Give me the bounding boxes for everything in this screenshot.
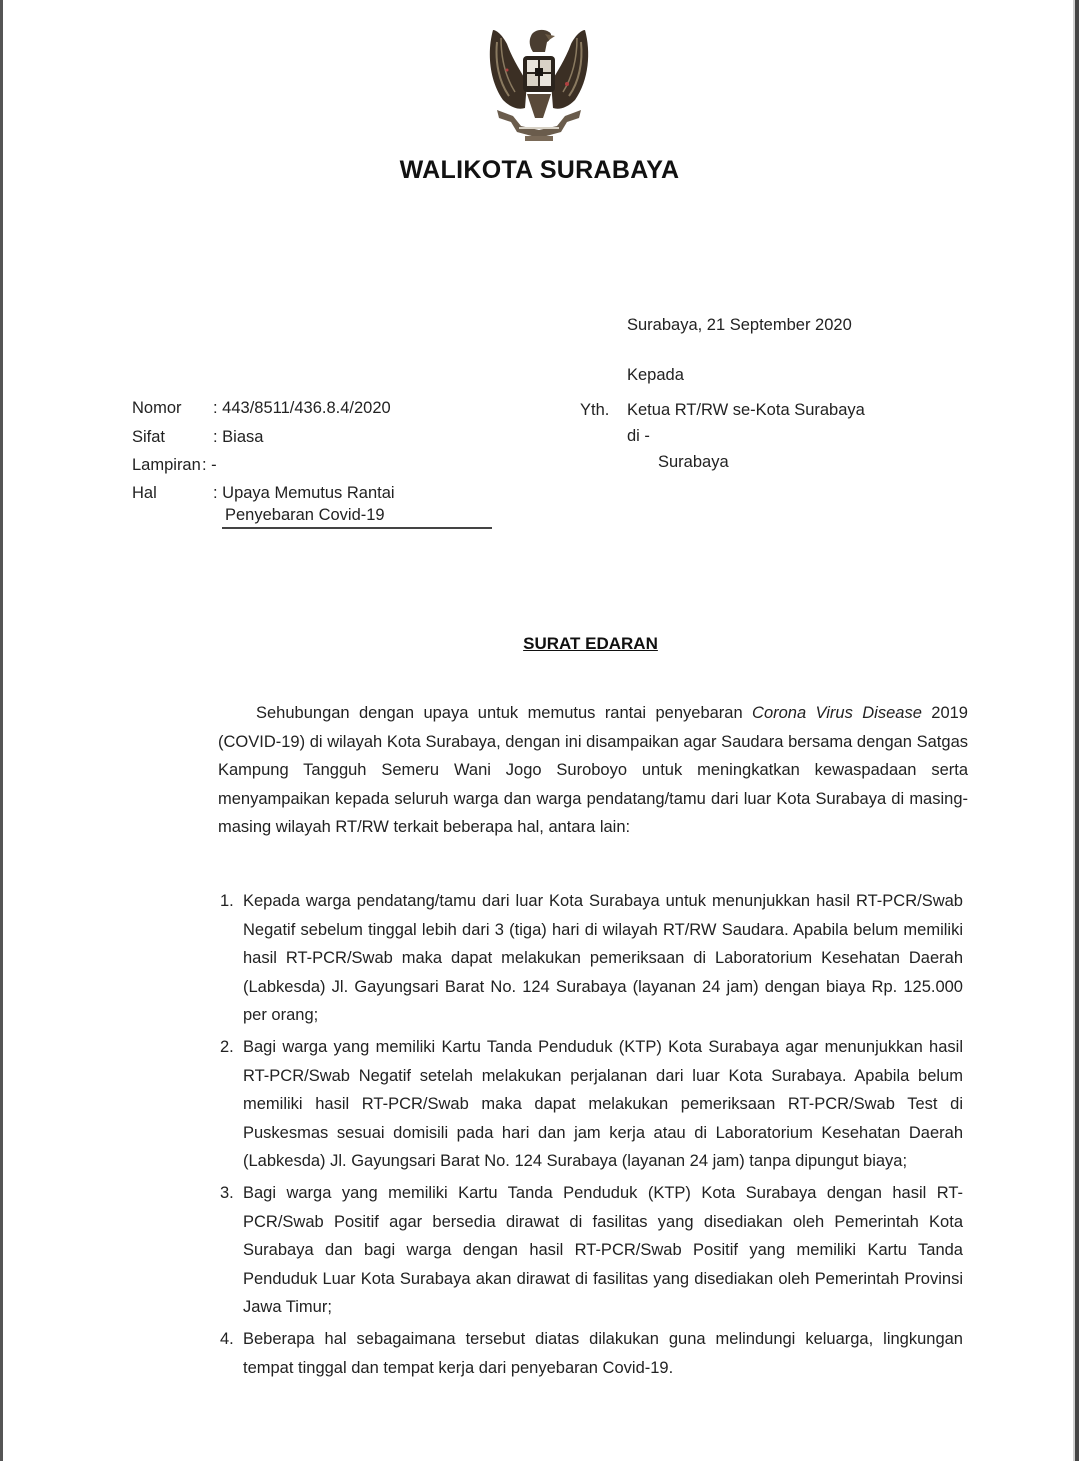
list-item-number: 3. xyxy=(220,1183,234,1202)
intro-paragraph xyxy=(218,699,968,842)
hal-underline-divider xyxy=(222,527,492,529)
meta-value-nomor: : 443/8511/436.8.4/2020 xyxy=(213,399,391,417)
list-item-text: Kepada warga pendatang/tamu dari luar Kota Surabaya untuk menunjukkan hasil RT-PCR/Swab Negatif sebelum tinggal lebih dari 3 (tiga) hari di wilayah RT/RW Saudara. Apabila belum memiliki hasil RT-PCR/Swab maka dapat melakukan pemeriksaan di Laboratorium Kesehatan Daerah (Labkesda) Jl. Gayungsari Barat No. 124 Surabaya (layanan 24 jam) dengan biaya Rp. 125.000 per orang; xyxy=(243,892,963,1025)
list-item-text: Bagi warga yang memiliki Kartu Tanda Penduduk (KTP) Kota Surabaya dengan hasil RT-PCR/Swab Positif agar bersedia dirawat di fasilitas yang disediakan oleh Pemerintah Kota Surabaya dan bagi warga dengan hasil RT-PCR/Swab Positif yang memiliki Kartu Tanda Penduduk Luar Kota Surabaya akan dirawat di fasilitas yang disediakan oleh Pemerintah Provinsi Jawa Timur; xyxy=(243,1183,963,1317)
intro-text-italic: Corona Virus Disease xyxy=(752,704,922,722)
recipient-kepada: Kepada xyxy=(627,366,684,384)
list-item xyxy=(218,887,963,1030)
list-item-text: Beberapa hal sebagaimana tersebut diatas dilakukan guna melindungi keluarga, lingkungan tempat tinggal dan tempat kerja dari penyebaran Covid-19. xyxy=(243,1329,963,1377)
meta-label-nomor: Nomor xyxy=(132,399,182,417)
list-item xyxy=(218,1325,963,1382)
meta-value-hal-line2: Penyebaran Covid-19 xyxy=(225,506,385,524)
list-item-number: 1. xyxy=(220,892,234,910)
garuda-emblem-icon xyxy=(483,22,595,144)
letterhead-title: WALIKOTA SURABAYA xyxy=(399,156,680,184)
list-item-number: 4. xyxy=(220,1329,234,1348)
list-item xyxy=(218,1179,963,1322)
list-item xyxy=(218,1033,963,1176)
recipient-di: di - xyxy=(627,427,650,445)
meta-value-sifat: : Biasa xyxy=(213,428,264,446)
meta-value-lampiran: : - xyxy=(202,456,217,474)
meta-label-sifat: Sifat xyxy=(132,428,166,446)
instruction-list xyxy=(218,887,963,1385)
intro-text-end: 2019 (COVID-19) di wilayah Kota Surabaya, dengan ini disampaikan agar Saudara bersama dengan Satgas Kampung Tangguh Semeru Wani Jogo Suroboyo untuk meningkatkan kewaspadaan serta menyampaikan kepada seluruh warga dan warga pendatang/tamu dari luar Kota Surabaya di masing-masing wilayah RT/RW terkait beberapa hal, antara lain: xyxy=(218,704,968,837)
page-frame-right xyxy=(1075,0,1079,1461)
meta-label-lampiran: Lampiran xyxy=(132,456,201,474)
meta-label-hal: Hal xyxy=(132,484,157,502)
recipient-yth: Yth. xyxy=(580,401,610,419)
intro-text-start: Sehubungan dengan upaya untuk memutus rantai penyebaran xyxy=(256,704,753,722)
document-title: SURAT EDARAN xyxy=(523,634,658,653)
place-date: Surabaya, 21 September 2020 xyxy=(627,316,852,334)
list-item-text: Bagi warga yang memiliki Kartu Tanda Penduduk (KTP) Kota Surabaya agar menunjukkan hasil RT-PCR/Swab Negatif setelah melakukan perjalanan dari luar Kota Surabaya. Apabila belum memiliki hasil RT-PCR/Swab maka dapat melakukan pemeriksaan RT-PCR/Swab Test di Puskesmas sesuai domisili pada hari dan jam kerja atau di Laboratorium Kesehatan Daerah (Labkesda) Jl. Gayungsari Barat No. 124 Surabaya (layanan 24 jam) tanpa dipungut biaya; xyxy=(243,1037,963,1171)
recipient-city: Surabaya xyxy=(658,453,729,471)
meta-value-hal: : Upaya Memutus Rantai xyxy=(213,484,395,502)
list-item-number: 2. xyxy=(220,1037,234,1056)
recipient-name: Ketua RT/RW se-Kota Surabaya xyxy=(627,401,865,419)
